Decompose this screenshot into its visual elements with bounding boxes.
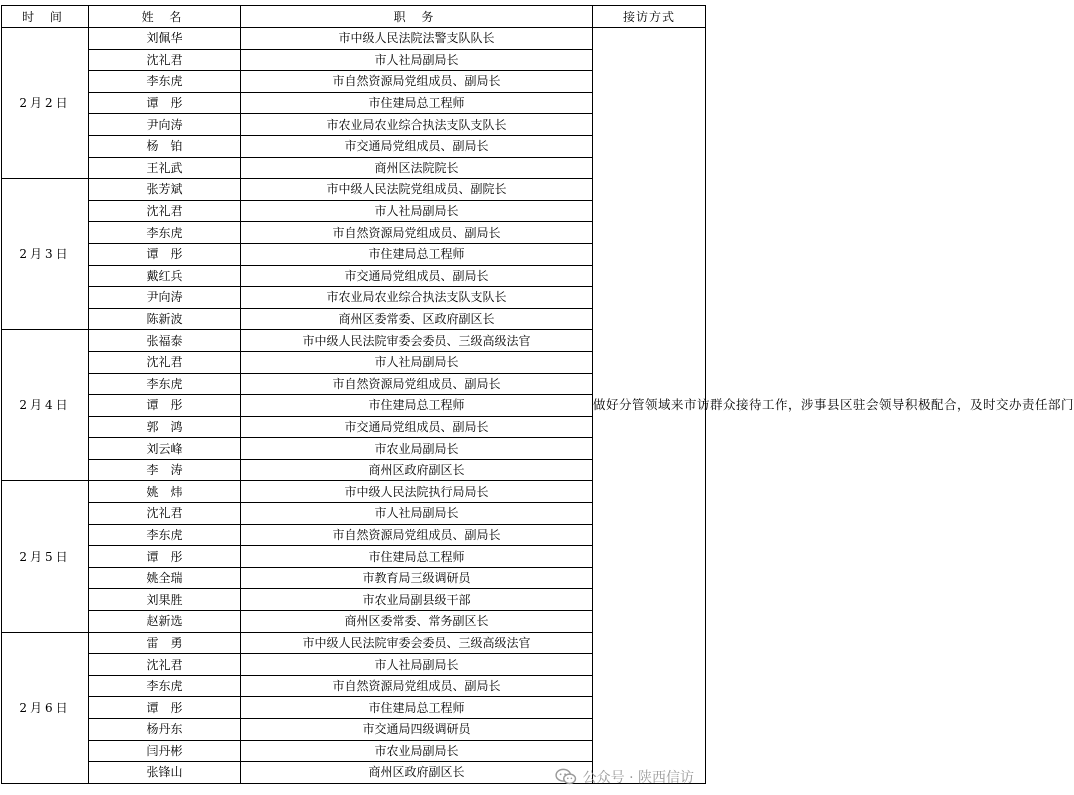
position-cell: 市交通局党组成员、副局长 — [241, 265, 593, 287]
name-cell: 王礼武 — [89, 157, 241, 179]
date-cell: 2月4日 — [2, 330, 89, 481]
name-cell: 李东虎 — [89, 373, 241, 395]
position-cell: 市中级人民法院执行局局长 — [241, 481, 593, 503]
position-cell: 商州区委常委、区政府副区长 — [241, 308, 593, 330]
position-cell: 市人社局副局长 — [241, 351, 593, 373]
position-cell: 市人社局副局长 — [241, 200, 593, 222]
name-cell: 沈礼君 — [89, 200, 241, 222]
name-cell: 郭 鸿 — [89, 416, 241, 438]
position-cell: 市交通局党组成员、副局长 — [241, 135, 593, 157]
position-cell: 市住建局总工程师 — [241, 697, 593, 719]
position-cell: 商州区政府副区长 — [241, 459, 593, 481]
name-cell: 尹向涛 — [89, 114, 241, 136]
name-cell: 陈新波 — [89, 308, 241, 330]
position-cell: 市住建局总工程师 — [241, 395, 593, 417]
position-cell: 市农业局副局长 — [241, 438, 593, 460]
position-cell: 市中级人民法院审委会委员、三级高级法官 — [241, 330, 593, 352]
name-cell: 尹向涛 — [89, 287, 241, 309]
date-cell: 2月5日 — [2, 481, 89, 632]
position-cell: 市自然资源局党组成员、副局长 — [241, 524, 593, 546]
date-cell: 2月2日 — [2, 28, 89, 179]
name-cell: 沈礼君 — [89, 654, 241, 676]
position-cell: 市人社局副局长 — [241, 49, 593, 71]
position-cell: 市人社局副局长 — [241, 654, 593, 676]
position-cell: 市交通局四级调研员 — [241, 719, 593, 741]
name-cell: 张锋山 — [89, 762, 241, 784]
position-cell: 市自然资源局党组成员、副局长 — [241, 71, 593, 93]
header-name: 姓 名 — [89, 6, 241, 28]
name-cell: 沈礼君 — [89, 49, 241, 71]
name-cell: 沈礼君 — [89, 503, 241, 525]
date-cell: 2月3日 — [2, 179, 89, 330]
name-cell: 李东虎 — [89, 71, 241, 93]
position-cell: 市农业局副县级干部 — [241, 589, 593, 611]
name-cell: 李东虎 — [89, 222, 241, 244]
name-cell: 杨丹东 — [89, 719, 241, 741]
name-cell: 刘云峰 — [89, 438, 241, 460]
position-cell: 市自然资源局党组成员、副局长 — [241, 222, 593, 244]
position-cell: 市农业局农业综合执法支队支队长 — [241, 287, 593, 309]
name-cell: 刘果胜 — [89, 589, 241, 611]
position-cell: 市人社局副局长 — [241, 503, 593, 525]
position-cell: 市中级人民法院审委会委员、三级高级法官 — [241, 632, 593, 654]
header-position: 职 务 — [241, 6, 593, 28]
position-cell: 市住建局总工程师 — [241, 546, 593, 568]
table-row — [2, 28, 706, 50]
name-cell: 谭 彤 — [89, 546, 241, 568]
name-cell: 姚全瑞 — [89, 567, 241, 589]
header-row — [2, 6, 706, 28]
position-cell: 市农业局农业综合执法支队支队长 — [241, 114, 593, 136]
position-cell: 市中级人民法院党组成员、副院长 — [241, 179, 593, 201]
position-cell: 市交通局党组成员、副局长 — [241, 416, 593, 438]
position-cell: 市自然资源局党组成员、副局长 — [241, 373, 593, 395]
name-cell: 姚 炜 — [89, 481, 241, 503]
name-cell: 赵新选 — [89, 611, 241, 633]
name-cell: 张福泰 — [89, 330, 241, 352]
contact-note: 做好分管领域来市访群众接待工作，涉事县区驻会领导积极配合，及时交办责任部门 — [593, 28, 706, 784]
name-cell: 谭 彤 — [89, 697, 241, 719]
position-cell: 市农业局副局长 — [241, 740, 593, 762]
schedule-table — [1, 5, 1074, 784]
name-cell: 李东虎 — [89, 675, 241, 697]
name-cell: 戴红兵 — [89, 265, 241, 287]
position-cell: 市中级人民法院法警支队队长 — [241, 28, 593, 50]
name-cell: 刘佩华 — [89, 28, 241, 50]
wechat-icon — [555, 768, 577, 786]
position-cell: 市教育局三级调研员 — [241, 567, 593, 589]
name-cell: 谭 彤 — [89, 243, 241, 265]
name-cell: 谭 彤 — [89, 92, 241, 114]
name-cell: 张芳斌 — [89, 179, 241, 201]
name-cell: 谭 彤 — [89, 395, 241, 417]
position-cell: 市住建局总工程师 — [241, 243, 593, 265]
header-contact: 接访方式 — [593, 6, 706, 28]
name-cell: 李东虎 — [89, 524, 241, 546]
position-cell: 市住建局总工程师 — [241, 92, 593, 114]
schedule-body — [2, 28, 1074, 784]
name-cell: 杨 铂 — [89, 135, 241, 157]
name-cell: 沈礼君 — [89, 351, 241, 373]
position-cell: 商州区法院院长 — [241, 157, 593, 179]
position-cell: 商州区委常委、常务副区长 — [241, 611, 593, 633]
name-cell: 李 涛 — [89, 459, 241, 481]
watermark-text: 公众号 · 陕西信访 — [582, 770, 694, 786]
date-cell: 2月6日 — [2, 632, 89, 783]
position-cell: 商州区政府副区长 — [241, 762, 593, 784]
name-cell: 雷 勇 — [89, 632, 241, 654]
name-cell: 闫丹彬 — [89, 740, 241, 762]
watermark — [555, 767, 694, 787]
position-cell: 市自然资源局党组成员、副局长 — [241, 675, 593, 697]
header-time: 时 间 — [2, 6, 89, 28]
